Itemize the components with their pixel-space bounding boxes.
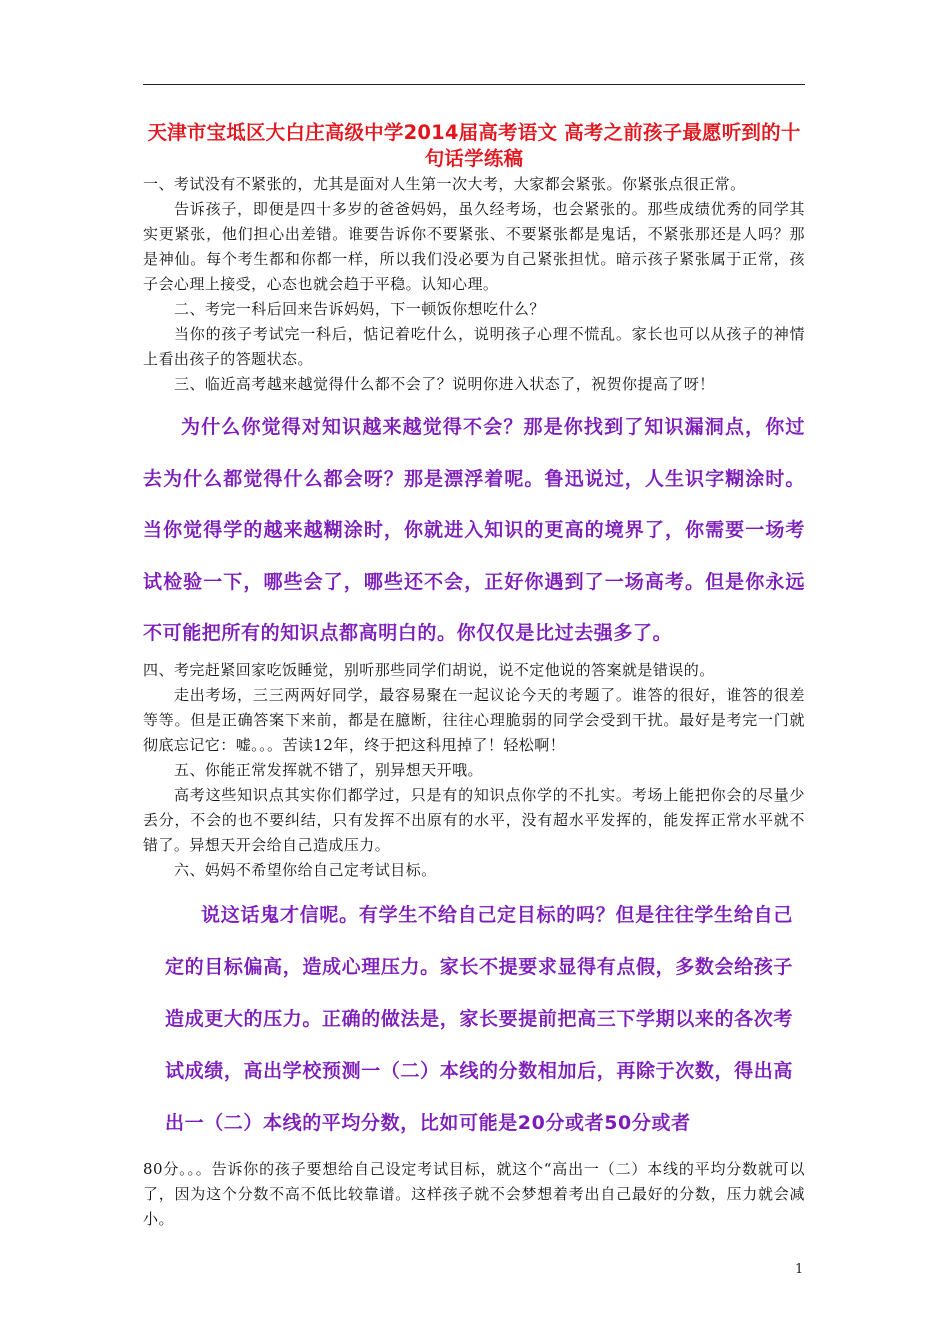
section-3-heading: 三、临近高考越来越觉得什么都不会了？说明你进入状态了，祝贺你提高了呀！ [174,375,715,393]
section-4-heading: 四、考完赶紧回家吃饭睡觉，别听那些同学们胡说，说不定他说的答案就是错误的。 [143,660,715,679]
document-title: 天津市宝坻区大白庄高级中学2014届高考语文 高考之前孩子最愿听到的十句话学练稿 [147,121,801,170]
document-body [143,172,805,1232]
section-1-heading: 一、考试没有不紧张的，尤其是面对人生第一次大考，大家都会紧张。你紧张点很正常。 [143,175,746,193]
section-6-emphasis: 说这话鬼才信呢。有学生不给自己定目标的吗？但是往往学生给自己定的目标偏高，造成心理压力。家长不提要求显得有点假，多数会给孩子造成更大的压力。正确的做法是，家长要提前把高三下学期以来的各次考试成绩，高出学校预测一（二）本线的分数相加后，再除于次数，得出高出一（二）本线的平均分数，比如可能是20分或者50分或者 [165,903,793,1134]
section-3-emphasis: 为什么你觉得对知识越来越觉得不会？那是你找到了知识漏洞点，你过去为什么都觉得什么都会呀？那是漂浮着呢。鲁迅说过，人生识字糊涂时。当你觉得学的越来越糊涂时，你就进入知识的更高的境界了，你需要一场考试检验一下，哪些会了，哪些还不会，正好你遇到了一场高考。但是你永远不可能把所有的知识点都高明白的。你仅仅是比过去强多了。 [143,416,805,644]
section-5-body: 高考这些知识点其实你们都学过，只是有的知识点你学的不扎实。考场上能把你会的尽量少丢分，不会的也不要纠结，只有发挥不出原有的水平，没有超水平发挥的，能发挥正常水平就不错了。异想天开会给自己造成压力。 [143,785,805,854]
section-5-heading: 五、你能正常发挥就不错了，别异想天开哦。 [174,760,484,779]
section-4-body: 走出考场，三三两两好同学，最容易聚在一起议论今天的考题了。谁答的很好，谁答的很差等等。但是正确答案下来前，都是在臆断，往往心理脆弱的同学会受到干扰。最好是考完一门就彻底忘记它：嘘。。。苦读12年，终于把这科甩掉了！轻松啊！ [143,685,805,754]
page-number: 1 [795,1262,804,1277]
section-6-heading: 六、妈妈不希望你给自己定考试目标。 [174,860,437,879]
section-1-body: 告诉孩子，即便是四十多岁的爸爸妈妈，虽久经考场，也会紧张的。那些成绩优秀的同学其实更紧张，他们担心出差错。谁要告诉你不要紧张、不要紧张都是鬼话，不紧张那还是人吗？那是神仙。每个考生都和你都一样，所以我们没必要为自己紧张担忧。暗示孩子紧张属于正常，孩子会心理上接受，心态也就会趋于平稳。认知心理。 [143,200,805,293]
section-2-heading: 二、考完一科后回来告诉妈妈，下一顿饭你想吃什么？ [174,300,545,318]
section-2-body: 当你的孩子考试完一科后，惦记着吃什么，说明孩子心理不慌乱。家长也可以从孩子的神情上看出孩子的答题状态。 [143,325,805,368]
header-rule [143,84,805,85]
section-6-body: 80分。。。告诉你的孩子要想给自己设定考试目标，就这个“高出一（二）本线的平均分数就可以了，因为这个分数不高不低比较靠谱。这样孩子就不会梦想着考出自己最好的分数，压力就会减小。 [143,1159,805,1228]
